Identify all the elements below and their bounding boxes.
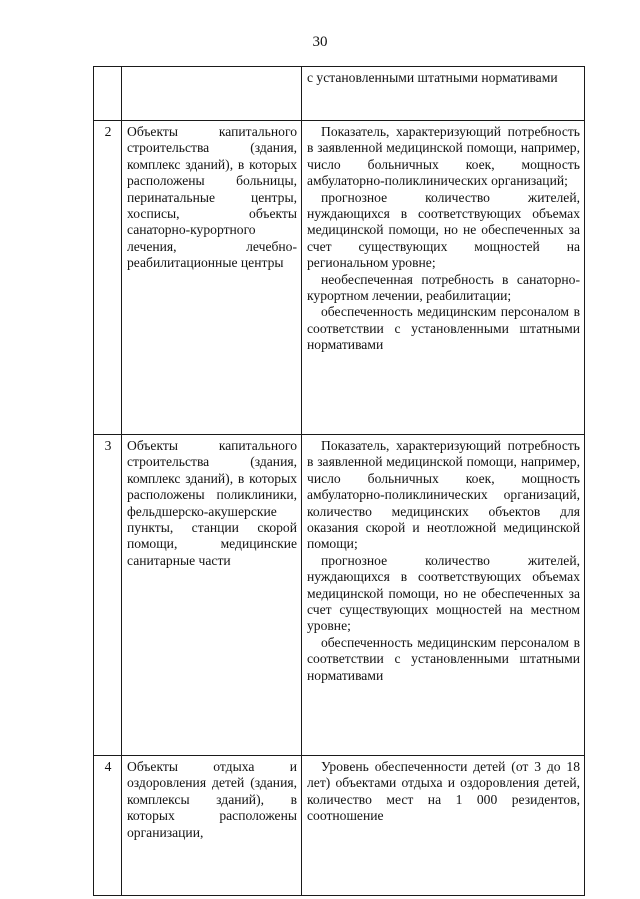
object-type-cell: Объекты капитального строительства (здания, комплекс зданий), в которых расположены поликлиники, фельдшерско-акушерские пункты, станции скорой помощи, медицинские санитарные части bbox=[122, 435, 302, 756]
indicator-cell bbox=[302, 67, 585, 121]
indicator-paragraph: Уровень обеспеченности детей (от 3 до 18 лет) объектами отдыха и оздоровления детей, количество мест на 1 000 резидентов, соотношение bbox=[307, 759, 580, 824]
row-number: 4 bbox=[94, 756, 122, 896]
indicator-paragraph: обеспеченность медицинским персоналом в соответствии с установленными штатными нормативами bbox=[307, 634, 580, 683]
criteria-table bbox=[93, 66, 585, 896]
table-row bbox=[94, 67, 585, 121]
object-type-cell: Объекты капитального строительства (здания, комплекс зданий), в которых расположены больницы, перинатальные центры, хосписы, объекты санаторно-курортного лечения, лечебно-реабилитационные центры bbox=[122, 121, 302, 435]
table-row bbox=[94, 121, 585, 435]
indicator-paragraph: прогнозное количество жителей, нуждающихся в соответствующих объемах медицинской помощи, но не обеспеченных за счет существующих мощностей на местном уровне; bbox=[307, 552, 580, 634]
indicator-paragraph: Показатель, характеризующий потребность в заявленной медицинской помощи, например, число больничных коек, мощность амбулаторно-поликлинических организаций; bbox=[307, 124, 580, 189]
indicator-cell bbox=[302, 435, 585, 756]
page-number: 30 bbox=[312, 34, 328, 50]
indicator-paragraph: необеспеченная потребность в санаторно-курортном лечении, реабилитации; bbox=[307, 271, 580, 304]
indicator-paragraph: прогнозное количество жителей, нуждающихся в соответствующих объемах медицинской помощи, но не обеспеченных за счет существующих мощностей на региональном уровне; bbox=[307, 189, 580, 271]
row-number: 2 bbox=[94, 121, 122, 435]
table-row bbox=[94, 435, 585, 756]
table-row bbox=[94, 756, 585, 896]
indicator-cell bbox=[302, 121, 585, 435]
object-type-cell bbox=[122, 67, 302, 121]
row-number: 3 bbox=[94, 435, 122, 756]
indicator-cell bbox=[302, 756, 585, 896]
indicator-paragraph: Показатель, характеризующий потребность в заявленной медицинской помощи, например, число больничных коек, мощность амбулаторно-поликлинических организаций, количество медицинских объектов для оказания скорой и неотложной медицинской помощи; bbox=[307, 438, 580, 552]
row-number bbox=[94, 67, 122, 121]
indicator-paragraph: обеспеченность медицинским персоналом в соответствии с установленными штатными нормативами bbox=[307, 304, 580, 353]
indicator-paragraph: с установленными штатными нормативами bbox=[307, 70, 558, 85]
object-type-cell: Объекты отдыха и оздоровления детей (здания, комплексы зданий), в которых расположены организации, bbox=[122, 756, 302, 896]
